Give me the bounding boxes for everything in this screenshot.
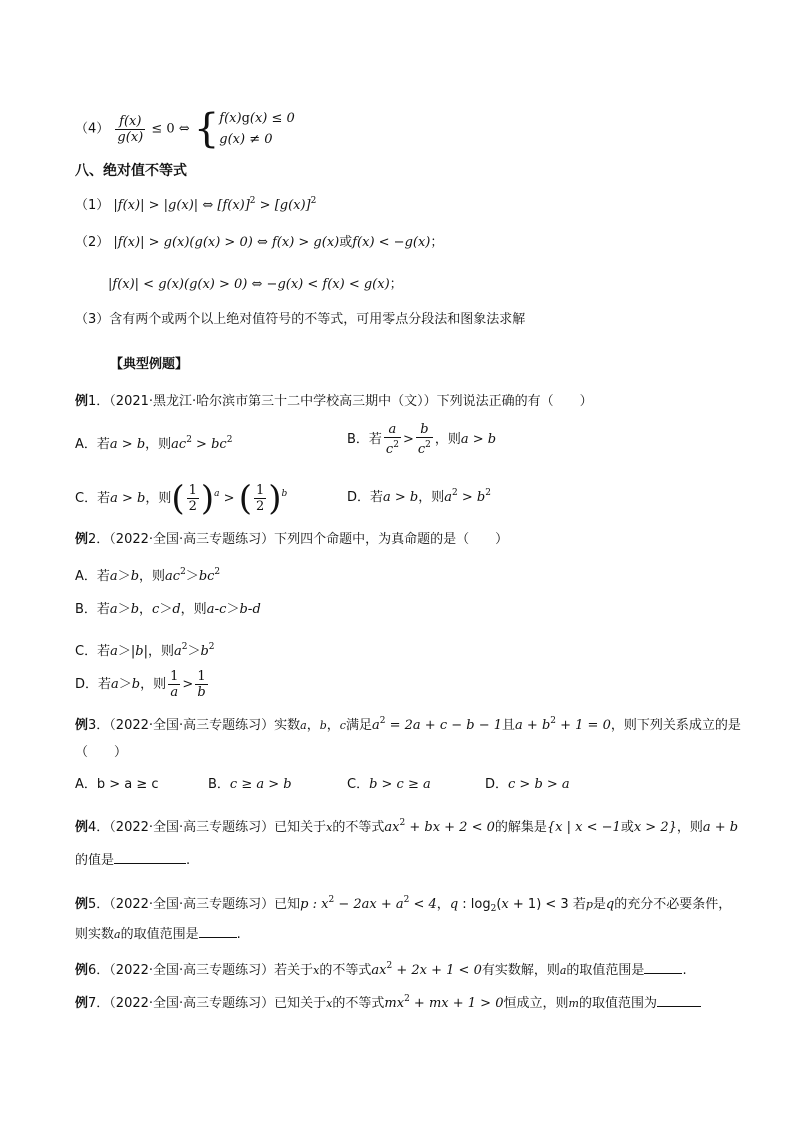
- example-2-option-a: A．若a＞b，则$ac^2>bc^2$: [75, 567, 221, 584]
- item4-label: （4）: [75, 121, 110, 137]
- abs-item-2b: |f(x)| < g(x)(g(x) > 0) ⇔ −g(x) < f(x) < g(x)；: [108, 277, 403, 292]
- option-label: B．若: [347, 432, 382, 447]
- abs-item-2-label: （2）: [75, 235, 110, 250]
- example-number: 3．: [88, 718, 110, 733]
- stem-text: 且: [502, 718, 516, 733]
- section-title: 八、绝对值不等式: [75, 163, 187, 179]
- option-label: D．若: [347, 490, 384, 505]
- stem-text: 恒成立，则: [503, 996, 569, 1011]
- stem-text: （2022·全国·高三专题练习）若关于: [109, 963, 314, 978]
- stem-text: 的不等式: [319, 963, 372, 978]
- example-5-tail: 则实数a的取值范围是 .: [75, 924, 241, 944]
- example-number: 5．: [88, 897, 110, 912]
- example-3-option-a: A．b > a ≥ c: [75, 777, 159, 792]
- example-3-options: [75, 776, 159, 794]
- example-1-stem: [75, 393, 593, 411]
- stem-text: （2022·全国·高三专题练习）已知关于: [109, 996, 327, 1011]
- examples-header: 【典型例题】: [110, 357, 189, 372]
- example-6-stem: 例6．（2022·全国·高三专题练习）若关于x的不等式$ax^2 + 2x + 1 < 0$有实数解，则a的取值范围是 .: [75, 961, 687, 978]
- example-label: 例: [75, 820, 89, 835]
- example-label: 例: [75, 996, 89, 1011]
- option-label: C．若: [75, 491, 111, 506]
- example-1-option-d: D．若a > b，则$a^2 > b^2$: [347, 488, 491, 505]
- example-5-stem: 例5．（2022·全国·高三专题练习）已知p : $x^2 - 2ax + a^2 < 4$，q : $\log_2(x + 1) < 3$ 若p是q的充分不必要条件，: [75, 895, 732, 914]
- example-stem: （2022·全国·高三专题练习）下列四个命题中，为真命题的是（ ）: [109, 532, 509, 547]
- example-number: 2．: [88, 532, 110, 547]
- stem-text: 的取值范围是: [120, 927, 199, 942]
- option-label: A．若: [75, 569, 110, 584]
- stem-text: 的不等式: [332, 820, 385, 835]
- stem-text: 有实数解，则: [481, 963, 560, 978]
- example-label: 例: [75, 897, 89, 912]
- example-2-option-d: D．若a＞b，则 $\frac{1}{a}$ > $\frac{1}{b}$: [75, 669, 206, 700]
- semicolon: ；: [389, 277, 403, 292]
- example-4-tail: [75, 850, 190, 870]
- example-3-option-b: B．c ≥ a > b: [208, 777, 292, 792]
- stem-text: ，则下列关系成立的是: [610, 718, 741, 733]
- stem-text: 若: [572, 897, 586, 912]
- option-label: B．: [208, 777, 230, 792]
- fraction-f-over-g: $\frac{f(x)}{g(x)}$: [117, 113, 144, 145]
- stem-text: 则实数: [75, 927, 115, 942]
- example-3-option-d: D．c > b > a: [485, 777, 570, 792]
- stem-text: （2022·全国·高三专题练习）实数: [109, 718, 301, 733]
- abs-item-1-label: （1）: [75, 198, 110, 213]
- answer-blank[interactable]: [657, 993, 701, 1007]
- stem-text: .: [682, 963, 687, 978]
- stem-text: （2022·全国·高三专题练习）已知关于: [109, 820, 327, 835]
- example-number: 7．: [88, 996, 110, 1011]
- example-number: 6．: [88, 963, 110, 978]
- stem-text: .: [236, 927, 241, 942]
- example-number: 4．: [88, 820, 110, 835]
- stem-text: .: [186, 853, 191, 868]
- example-3-option-c: C．b > c ≥ a: [347, 777, 431, 792]
- stem-text: ，则: [676, 820, 703, 835]
- stem-text: 的不等式: [332, 996, 385, 1011]
- stem-text: 的取值范围为: [578, 996, 657, 1011]
- answer-blank[interactable]: [114, 850, 186, 864]
- example-number: 1．: [88, 394, 110, 409]
- example-label: 例: [75, 963, 89, 978]
- example-1-option-c: C．若a > b，则( $\frac{1}{2}$ )$^a$ > ( $\frac{1}{2}$ )$^b$: [75, 478, 288, 519]
- example-4-stem: 例4．（2022·全国·高三专题练习）已知关于x的不等式$ax^2$ + bx + 2 < 0的解集是{x | x < −1或x > 2}，则a + b: [75, 818, 739, 835]
- stem-text: 的解集是: [494, 820, 547, 835]
- option-label: A．若: [75, 437, 110, 452]
- stem-text: 的取值范围是: [566, 963, 645, 978]
- option-label: B．若: [75, 602, 110, 617]
- answer-blank[interactable]: [199, 924, 237, 938]
- example-3-stem: 例3．（2022·全国·高三专题练习）实数a，b，c满足$a^2 = 2a + c - b - 1$且$a + b^2 + 1 = 0$，则下列关系成立的是: [75, 716, 741, 733]
- option-label: D．: [485, 777, 509, 792]
- example-3-paren: （ ）: [75, 745, 128, 760]
- abs-item-3: （3）含有两个或两个以上绝对值符号的不等式，可用零点分段法和图象法求解: [75, 312, 526, 327]
- item4-row: （4） $\frac{f(x)}{g(x)}$ ≤ 0 ⇔ { f(x)g(x) ≤ 0 g(x) ≠ 0: [75, 106, 295, 152]
- semicolon: ；: [430, 235, 444, 250]
- abs-item-2: （2） |f(x)| > g(x)(g(x) > 0) ⇔ f(x) > g(x)或f(x) < −g(x)；: [75, 235, 444, 250]
- option-label: D．若: [75, 677, 112, 692]
- example-2-stem: [75, 531, 508, 549]
- example-2-option-b: B．若a＞b，c＞d，则a-c＞b-d: [75, 602, 261, 617]
- left-brace: {: [193, 106, 220, 152]
- abs-item-1: （1） |f(x)| > |g(x)| ⇔ $[f(x)]^2 > [g(x)]^2$: [75, 196, 317, 213]
- example-1-option-a: A．若a > b，则$ac^2 > bc^2$: [75, 435, 233, 452]
- stem-text: 满足: [345, 718, 372, 733]
- example-label: 例: [75, 532, 89, 547]
- condition-system: f(x)g(x) ≤ 0 g(x) ≠ 0: [219, 111, 295, 147]
- example-label: 例: [75, 394, 89, 409]
- example-1-option-b: B．若 $\frac{a}{c^2}$ > $\frac{b}{c^2}$ ，则a > b: [347, 422, 497, 457]
- example-7-stem: 例7．（2022·全国·高三专题练习）已知关于x的不等式$mx^2$ + mx + 1 > 0恒成立，则m的取值范围为: [75, 990, 701, 1013]
- or-word: 或: [339, 235, 353, 250]
- stem-text: 的充分不必要条件，: [614, 897, 732, 912]
- stem-text: 的值是: [75, 853, 115, 868]
- stem-text: 是: [592, 897, 606, 912]
- example-label: 例: [75, 718, 89, 733]
- stem-text: （2022·全国·高三专题练习）已知: [109, 897, 301, 912]
- option-label: C．若: [75, 644, 111, 659]
- example-stem: （2021·黑龙江·哈尔滨市第三十二中学校高三期中（文））下列说法正确的有（ ）: [109, 394, 593, 409]
- option-label: C．: [347, 777, 370, 792]
- example-2-option-c: C．若a＞|b|，则$a^2>b^2$: [75, 642, 215, 659]
- answer-blank[interactable]: [644, 960, 682, 974]
